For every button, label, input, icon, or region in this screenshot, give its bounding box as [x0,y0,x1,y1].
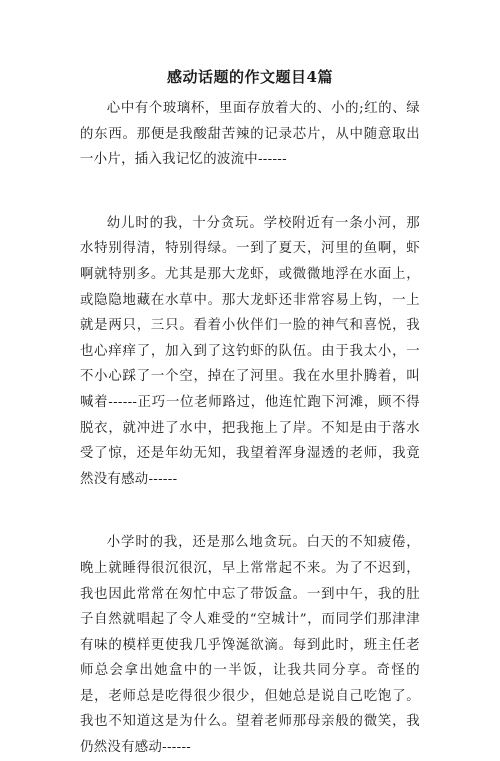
paragraph-intro: 心中有个玻璃杯，里面存放着大的、小的;红的、绿的东西。那便是我酸甜苦辣的记录芯片，从中随意取出一小片，插入我记忆的波流中------ [80,101,420,168]
paragraph-childhood: 幼儿时的我，十分贪玩。学校附近有一条小河，那水特别得清，特别得绿。一到了夏天，河里的鱼啊，虾啊就特别多。尤其是那大龙虾，或微微地浮在水面上，或隐隐地藏在水草中。那大龙虾还非常容易上钩，一上就是两只，三只。看着小伙伴们一脸的神气和喜悦，我也心痒痒了，加入到了这钓虾的队伍。由于我太小，一不小心踩了一个空，掉在了河里。我在水里扑腾着，叫喊着------正巧一位老师路过，他连忙跑下河滩，顾不得脱衣，就冲进了水中，把我拖上了岸。不知是由于落水受了惊，还是年幼无知，我望着浑身湿透的老师，我竟然没有感动------ [80,215,420,487]
document-title: 感动话题的作文题目4篇 [167,68,333,86]
paragraph-primary-school: 小学时的我，还是那么地贪玩。白天的不知疲倦，晚上就睡得很沉很沉，早上常常起不来。为了不迟到，我也因此常常在匆忙中忘了带饭盒。一到中午，我的肚子自然就唱起了令人难受的“空城计”，而同学们那津津有味的模样更使我几乎馋涎欲滴。每到此时，班主任老师总会拿出她盒中的一半饭，让我共同分享。奇怪的是，老师总是吃得很少很少，但她总是说自己吃饱了。我也不知道这是为什么。望着老师那母亲般的微笑，我仍然没有感动------ [80,535,420,756]
